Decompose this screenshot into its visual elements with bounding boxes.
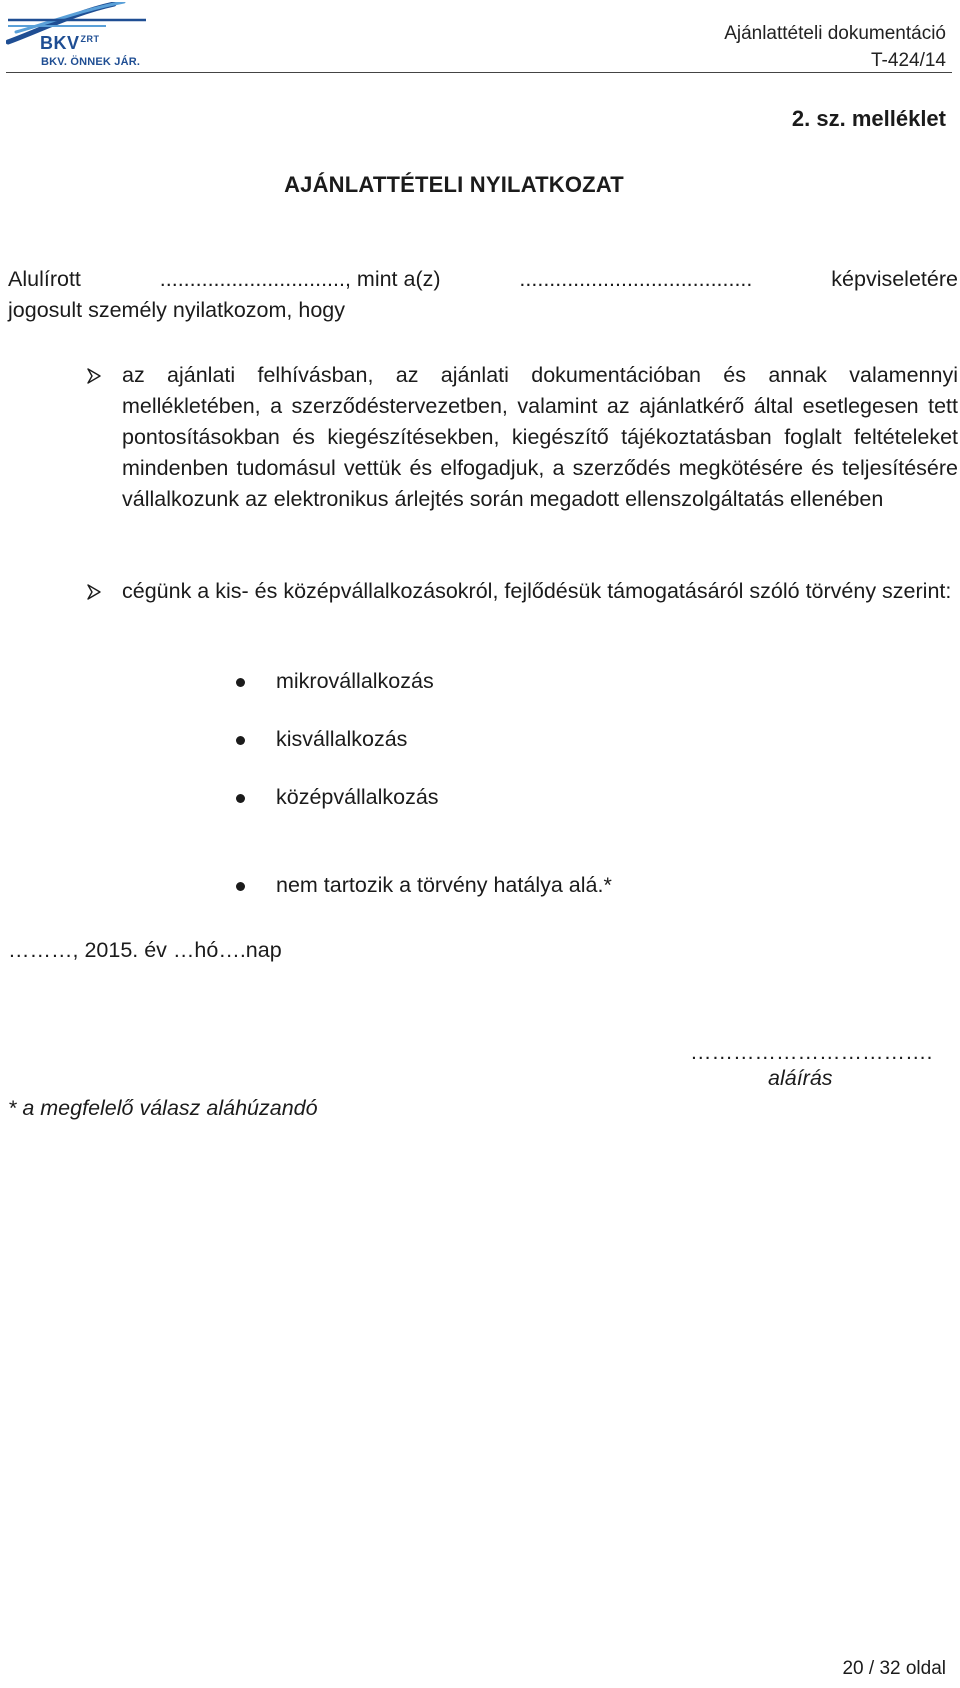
bullet-dot-icon <box>236 736 245 745</box>
declaration-item-text: az ajánlati felhívásban, az ajánlati dokumentációban és annak valamennyi mellékletében, a szerződéstervezetben, valamint az ajánlatkérő által esetlegesen tett pontosításokban és kiegészítésekben, kiegészítő tájékoztatásban foglalt feltételeket mindenben tudomásul vettük és elfogadjuk, a szerződés megkötésére és teljesítésére vállalkozunk az elektronikus árlejtés során megadott ellenszolgáltatás ellenében <box>122 363 958 511</box>
intro-line-2: jogosult személy nyilatkozom, hogy <box>8 298 345 322</box>
category-option-label: középvállalkozás <box>276 785 439 809</box>
category-option-label: mikrovállalkozás <box>276 669 434 693</box>
page-title: AJÁNLATTÉTELI NYILATKOZAT <box>284 172 624 197</box>
intro-paragraph <box>8 264 958 326</box>
declaration-item-text: cégünk a kis- és középvállalkozásokról, fejlődésük támogatásáról szóló törvény szerint: <box>122 579 952 603</box>
logo-slogan: BKV. ÖNNEK JÁR. <box>41 56 141 68</box>
arrow-bullet-icon <box>86 368 102 384</box>
category-option-label: kisvállalkozás <box>276 727 408 751</box>
intro-word-4: képviseletére <box>831 267 958 291</box>
declaration-item <box>86 576 958 607</box>
logo-brand: $BKV^{ZRT}$ <box>40 33 100 53</box>
bkv-logo <box>6 2 154 70</box>
document-header-info <box>724 20 946 74</box>
header-divider <box>6 72 952 73</box>
intro-company-blank: ....................................... <box>519 267 753 291</box>
document-title: Ajánlattételi dokumentáció <box>724 23 946 44</box>
intro-word-1: Alulírott <box>8 267 81 291</box>
bullet-dot-icon <box>236 794 245 803</box>
page-number: 20 / 32 oldal <box>842 1658 946 1679</box>
signature-label: aláírás <box>768 1066 833 1090</box>
signature-line: ……………………………. <box>690 1040 933 1064</box>
annex-label: 2. sz. melléklet <box>791 106 946 131</box>
bullet-dot-icon <box>236 678 245 687</box>
arrow-bullet-icon <box>86 584 102 600</box>
footnote: * a megfelelő válasz aláhúzandó <box>8 1096 318 1120</box>
intro-line-1 <box>8 264 958 295</box>
declaration-item <box>86 360 958 515</box>
intro-name-blank: ..............................., mint a(z) <box>159 267 441 291</box>
category-option-label: nem tartozik a törvény hatálya alá.* <box>276 873 612 897</box>
date-line: ………, 2015. év …hó….nap <box>8 938 282 962</box>
bullet-dot-icon <box>236 882 245 891</box>
document-code: T-424/14 <box>871 50 946 71</box>
